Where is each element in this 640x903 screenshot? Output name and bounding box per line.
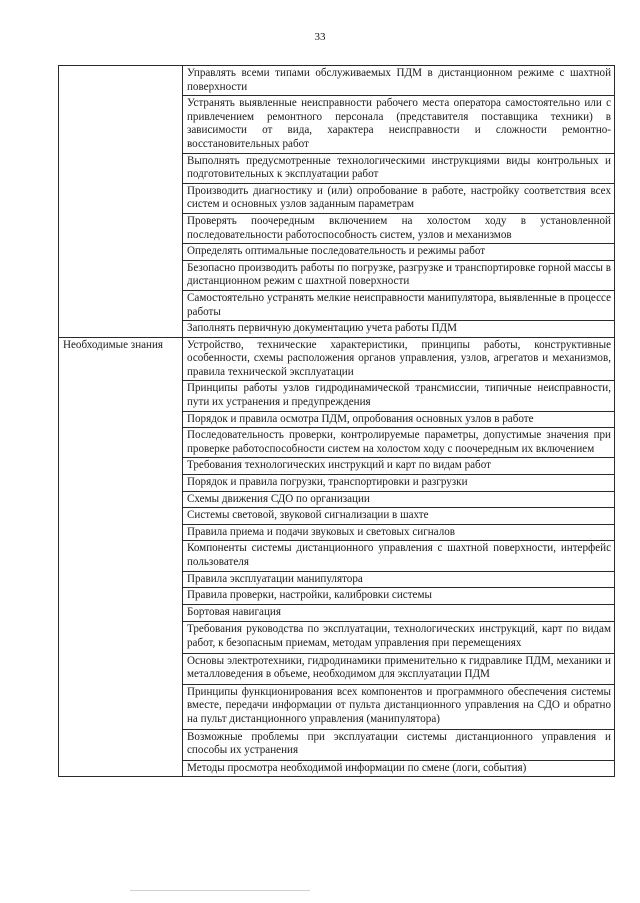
- knowledge-item: Правила эксплуатации манипулятора: [183, 571, 615, 588]
- knowledge-item: Принципы функционирования всех компонентов и программного обеспечения системы вместе, передачи информации от пульта дистанционного управления на СДО и обратно на пульт дистанционного управления (манипулятора): [183, 684, 615, 729]
- skill-item: Заполнять первичную документацию учета работы ПДМ: [183, 321, 615, 338]
- skills-label-cell: [59, 66, 183, 338]
- knowledge-item: Порядок и правила осмотра ПДМ, опробования основных узлов в работе: [183, 411, 615, 428]
- skill-item: Управлять всеми типами обслуживаемых ПДМ в дистанционном режиме с шахтной поверхности: [183, 66, 615, 96]
- skill-item: Самостоятельно устранять мелкие неисправности манипулятора, выявленные в процессе работы: [183, 290, 615, 320]
- skill-item: Определять оптимальные последовательность и режимы работ: [183, 244, 615, 261]
- footer-divider: [130, 890, 310, 891]
- skill-item: Проверять поочередным включением на холостом ходу в установленной последовательности работоспособность систем, узлов и механизмов: [183, 213, 615, 243]
- knowledge-label: Необходимые знания: [59, 337, 183, 777]
- skill-item: Безопасно производить работы по погрузке, разгрузке и транспортировке горной массы в дистанционном режим с шахтной поверхности: [183, 260, 615, 290]
- knowledge-item: Схемы движения СДО по организации: [183, 491, 615, 508]
- table-row: [59, 337, 615, 381]
- competency-table: [58, 65, 615, 777]
- knowledge-item: Правила приема и подачи звуковых и световых сигналов: [183, 524, 615, 541]
- table-row: [59, 66, 615, 96]
- skill-item: Выполнять предусмотренные технологическими инструкциями виды контрольных и подготовительных к эксплуатации работ: [183, 153, 615, 183]
- knowledge-item: Системы световой, звуковой сигнализации в шахте: [183, 508, 615, 525]
- knowledge-item: Правила проверки, настройки, калибровки системы: [183, 588, 615, 605]
- knowledge-item: Последовательность проверки, контролируемые параметры, допустимые значения при проверке работоспособности систем на холостом ходу с поочередным их включением: [183, 428, 615, 458]
- knowledge-item: Порядок и правила погрузки, транспортировки и разгрузки: [183, 475, 615, 492]
- knowledge-item: Требования руководства по эксплуатации, технологических инструкций, карт по видам работ, к безопасным приемам, методам управления при перемещениях: [183, 622, 615, 653]
- knowledge-item: Устройство, технические характеристики, принципы работы, конструктивные особенности, схемы расположения органов управления, узлов, агрегатов и механизмов, правила технической эксплуатации: [183, 337, 615, 381]
- knowledge-item: Возможные проблемы при эксплуатации системы дистанционного управления и способы их устранения: [183, 729, 615, 760]
- knowledge-item: Компоненты системы дистанционного управления с шахтной поверхности, интерфейс пользователя: [183, 541, 615, 571]
- knowledge-item: Бортовая навигация: [183, 604, 615, 622]
- knowledge-item: Требования технологических инструкций и карт по видам работ: [183, 458, 615, 475]
- knowledge-item: Основы электротехники, гидродинамики применительно к гидравлике ПДМ, механики и металловедения в объеме, необходимом для эксплуатации ПДМ: [183, 653, 615, 684]
- knowledge-item: Принципы работы узлов гидродинамической трансмиссии, типичные неисправности, пути их устранения и предупреждения: [183, 381, 615, 411]
- skill-item: Производить диагностику и (или) опробование в работе, настройку соответствия всех систем и основных узлов заданным параметрам: [183, 183, 615, 213]
- skill-item: Устранять выявленные неисправности рабочего места оператора самостоятельно или с привлечением ремонтного персонала (представителя поставщика техники) в зависимости от вида, характера неисправности и сложности ремонтно-восстановительных работ: [183, 96, 615, 153]
- page-number: 33: [314, 31, 326, 43]
- knowledge-item: Методы просмотра необходимой информации по смене (логи, события): [183, 760, 615, 777]
